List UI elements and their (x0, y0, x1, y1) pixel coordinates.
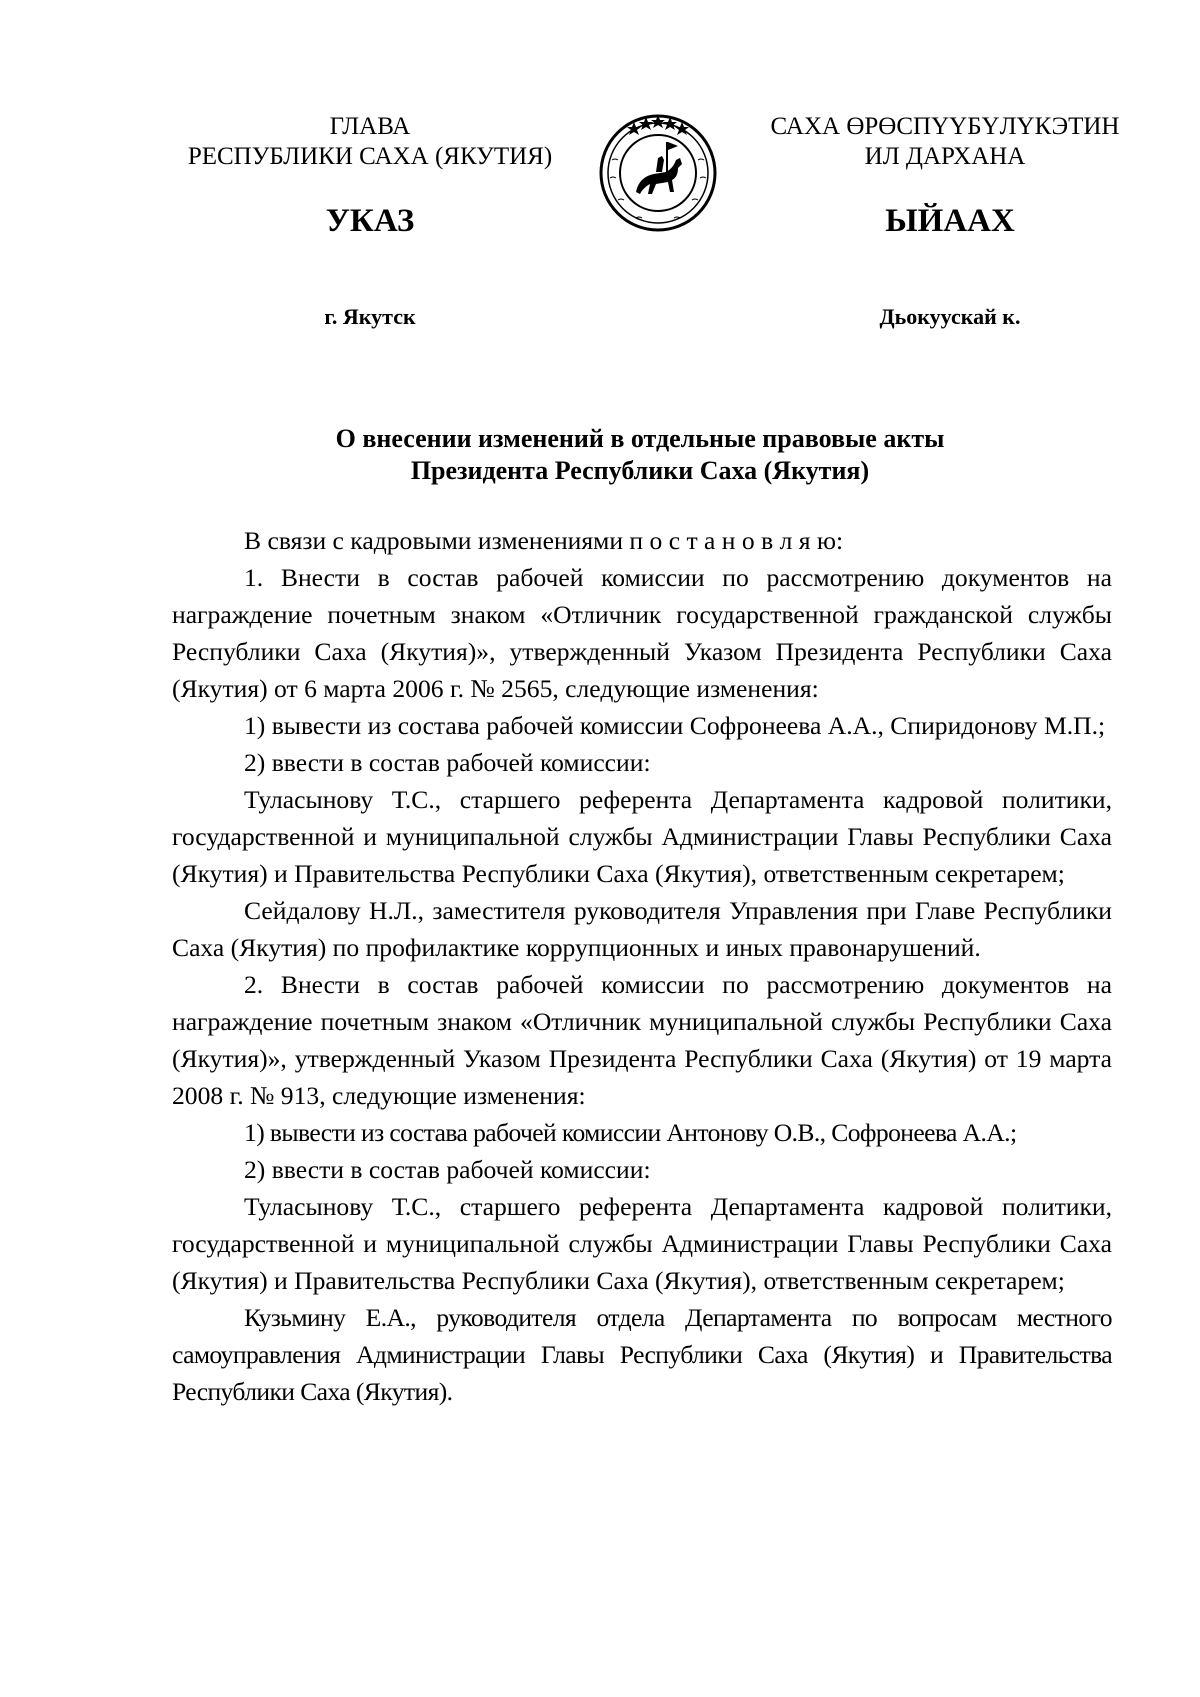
header-right-block (760, 112, 1130, 172)
paragraph-item-2: 2. Внести в состав рабочей комиссии по рассмотрению документов на награждение почетным знаком «Отличник муниципальной службы Республики Саха (Якутия)», утвержденный Указом Президента Республики Саха (Якутия) от 19 марта 2008 г. № 913, следующие изменения: (172, 970, 1112, 1110)
document-title-line2: Президента Республики Саха (Якутия) (410, 456, 870, 485)
header-left-line2: РЕСПУБЛИКИ САХА (ЯКУТИЯ) (187, 143, 553, 170)
document-body (172, 522, 1112, 1410)
header-right-line2: ИЛ ДАРХАНА (864, 143, 1026, 170)
header-left-block (155, 112, 585, 172)
decree-title-sah: ЫЙААХ (885, 203, 1015, 239)
paragraph-item-1: 1. Внести в состав рабочей комиссии по рассмотрению документов на награждение почетным знаком «Отличник государственной гражданской службы Республики Саха (Якутия)», утвержденный Указом Президента Республики Саха (Якутия) от 6 марта 2006 г. № 2565, следующие изменения: (172, 563, 1112, 703)
paragraph-item-2-2: 2) ввести в состав рабочей комиссии: (244, 1155, 651, 1184)
paragraph-item-2-2-b: Кузьмину Е.А., руководителя отдела Департамента по вопросам местного самоуправления Администрации Главы Республики Саха (Якутия) и Правительства Республики Саха (Якутия). (172, 1303, 1112, 1406)
header-left-line1: ГЛАВА (329, 113, 411, 140)
coat-of-arms-sakha-emblem-icon (596, 108, 720, 234)
paragraph-preamble: В связи с кадровыми изменениями п о с т а н о в л я ю: (244, 526, 844, 555)
paragraph-item-1-2: 2) ввести в состав рабочей комиссии: (244, 748, 651, 777)
paragraph-item-2-1: 1) вывести из состава рабочей комиссии Антонову О.В., Софронеева А.А.; (244, 1118, 1017, 1147)
paragraph-item-1-2-a: Туласынову Т.С., старшего референта Департамента кадровой политики, государственной и муниципальной службы Администрации Главы Республики Саха (Якутия) и Правительства Республики Саха (Якутия), ответственным секретарем; (172, 785, 1112, 888)
decree-title-ru: УКАЗ (325, 203, 415, 239)
city-ru: г. Якутск (324, 304, 416, 329)
paragraph-item-1-2-b: Сейдалову Н.Л., заместителя руководителя Управления при Главе Республики Саха (Якутия) по профилактике коррупционных и иных правонарушений. (172, 896, 1112, 962)
paragraph-item-2-2-a: Туласынову Т.С., старшего референта Департамента кадровой политики, государственной и муниципальной службы Администрации Главы Республики Саха (Якутия) и Правительства Республики Саха (Якутия), ответственным секретарем; (172, 1192, 1112, 1295)
document-title (160, 423, 1120, 487)
header-right-line1: САХА ӨРӨСПҮҮБҮЛҮКЭТИН (770, 113, 1120, 140)
city-sah: Дьокуускай к. (879, 304, 1021, 329)
document-title-line1: О внесении изменений в отдельные правовые акты (335, 424, 945, 453)
paragraph-item-1-1: 1) вывести из состава рабочей комиссии Софронеева А.А., Спиридонову М.П.; (244, 711, 1106, 740)
